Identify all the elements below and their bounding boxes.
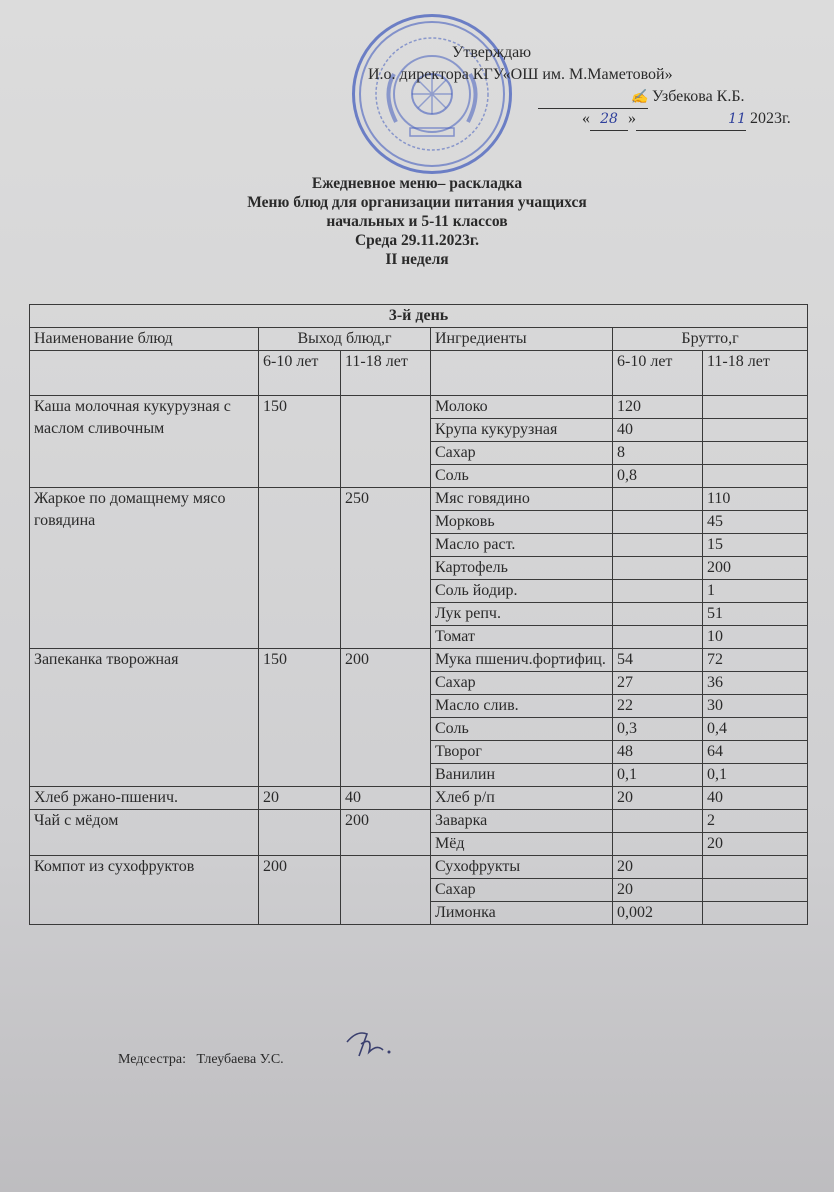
- day-label: 3-й день: [30, 305, 808, 328]
- ingredient-gross-small: 54: [613, 649, 703, 672]
- table-row: [30, 856, 808, 879]
- ingredient-name: Мяс говядино: [431, 488, 613, 511]
- ingredient-gross-small: 27: [613, 672, 703, 695]
- ingredient-name: Лук репч.: [431, 603, 613, 626]
- stamp-emblem-icon: [352, 14, 512, 174]
- ingredient-name: Лимонка: [431, 902, 613, 925]
- title-line-3: начальных и 5-11 классов: [326, 213, 508, 230]
- ingredient-gross-large: [703, 442, 808, 465]
- dish-yield-small: [259, 810, 341, 856]
- date-day: 28: [590, 108, 628, 131]
- ingredient-name: Хлеб р/п: [431, 787, 613, 810]
- table-row: [30, 649, 808, 672]
- ingredient-gross-small: 0,3: [613, 718, 703, 741]
- ingredient-gross-large: 51: [703, 603, 808, 626]
- footer-signature: [118, 1052, 284, 1068]
- header-gross: Брутто,г: [613, 328, 808, 351]
- ingredient-name: Соль: [431, 718, 613, 741]
- document-title: [0, 174, 834, 269]
- date-open-quote: «: [582, 110, 590, 127]
- ingredient-gross-small: 48: [613, 741, 703, 764]
- nurse-name: Тлеубаева У.С.: [196, 1052, 284, 1067]
- approver-name: Узбекова К.Б.: [652, 88, 745, 105]
- subheader-empty: [30, 351, 259, 396]
- dish-yield-large: 40: [341, 787, 431, 810]
- ingredient-name: Сахар: [431, 879, 613, 902]
- ingredient-name: Сухофрукты: [431, 856, 613, 879]
- nurse-label: Медсестра:: [118, 1052, 186, 1067]
- approve-label: Утверждаю: [452, 44, 532, 61]
- ingredient-name: Творог: [431, 741, 613, 764]
- table-row: [30, 488, 808, 511]
- table-row: [30, 396, 808, 419]
- ingredient-gross-small: [613, 488, 703, 511]
- ingredient-name: Сахар: [431, 672, 613, 695]
- ingredient-gross-large: 200: [703, 557, 808, 580]
- nurse-signature-icon: [343, 1024, 393, 1069]
- ingredient-name: Соль: [431, 465, 613, 488]
- ingredient-name: Заварка: [431, 810, 613, 833]
- ingredient-gross-large: 36: [703, 672, 808, 695]
- approver-position: И.о. директора КГУ«ОШ им. М.Маметовой»: [368, 66, 673, 83]
- ingredient-gross-large: 0,4: [703, 718, 808, 741]
- ingredient-gross-small: [613, 603, 703, 626]
- ingredient-name: Морковь: [431, 511, 613, 534]
- ingredient-gross-small: [613, 511, 703, 534]
- dish-name: Каша молочная кукурузная с маслом сливочным: [30, 396, 259, 488]
- ingredient-gross-large: [703, 419, 808, 442]
- ingredient-gross-large: 15: [703, 534, 808, 557]
- ingredient-name: Картофель: [431, 557, 613, 580]
- dish-name: Хлеб ржано-пшенич.: [30, 787, 259, 810]
- header-ingredients: Ингредиенты: [431, 328, 613, 351]
- dish-name: Запеканка творожная: [30, 649, 259, 787]
- ingredient-name: Масло слив.: [431, 695, 613, 718]
- approver-signature-line: [538, 86, 745, 109]
- header-yield: Выход блюд,г: [259, 328, 431, 351]
- ingredient-gross-large: 45: [703, 511, 808, 534]
- approval-date: [582, 108, 791, 131]
- ingredient-gross-large: 20: [703, 833, 808, 856]
- title-line-1: Ежедневное меню– раскладка: [311, 175, 523, 192]
- dish-yield-large: 250: [341, 488, 431, 649]
- ingredient-gross-small: 22: [613, 695, 703, 718]
- dish-yield-large: [341, 856, 431, 925]
- dish-yield-large: 200: [341, 810, 431, 856]
- ingredient-gross-small: 20: [613, 787, 703, 810]
- ingredient-name: Мука пшенич.фортифиц.: [431, 649, 613, 672]
- ingredient-name: Сахар: [431, 442, 613, 465]
- ingredient-name: Соль йодир.: [431, 580, 613, 603]
- ingredient-gross-large: 2: [703, 810, 808, 833]
- ingredient-gross-large: [703, 856, 808, 879]
- date-close-quote: »: [628, 110, 636, 127]
- dish-name: Чай с мёдом: [30, 810, 259, 856]
- table-row: [30, 810, 808, 833]
- ingredient-gross-small: [613, 833, 703, 856]
- dish-yield-small: 150: [259, 649, 341, 787]
- ingredient-gross-large: 110: [703, 488, 808, 511]
- title-line-5: II неделя: [385, 251, 449, 268]
- ingredient-gross-small: 20: [613, 879, 703, 902]
- subheader-row: [30, 351, 808, 396]
- dish-yield-large: 200: [341, 649, 431, 787]
- menu-table: [29, 304, 808, 925]
- ingredient-gross-large: [703, 465, 808, 488]
- ingredient-gross-large: 10: [703, 626, 808, 649]
- dish-name: Жаркое по домащнему мясо говядина: [30, 488, 259, 649]
- ingredient-gross-small: [613, 557, 703, 580]
- ingredient-gross-small: 0,002: [613, 902, 703, 925]
- date-year: 2023г.: [750, 110, 791, 127]
- title-line-2: Меню блюд для организации питания учащихся: [247, 194, 587, 211]
- ingredient-gross-small: 40: [613, 419, 703, 442]
- ingredient-name: Масло раст.: [431, 534, 613, 557]
- ingredient-gross-large: [703, 396, 808, 419]
- ingredient-gross-small: [613, 626, 703, 649]
- ingredient-name: Крупа кукурузная: [431, 419, 613, 442]
- official-stamp: [352, 14, 512, 174]
- ingredient-gross-large: 64: [703, 741, 808, 764]
- subheader-yield-large: 11-18 лет: [341, 351, 431, 396]
- handwritten-signature-icon: ✍: [630, 89, 648, 105]
- dish-name: Компот из сухофруктов: [30, 856, 259, 925]
- ingredient-gross-small: 0,8: [613, 465, 703, 488]
- ingredient-name: Мёд: [431, 833, 613, 856]
- ingredient-gross-small: 20: [613, 856, 703, 879]
- ingredient-gross-large: [703, 902, 808, 925]
- ingredient-gross-large: 72: [703, 649, 808, 672]
- ingredient-gross-small: 8: [613, 442, 703, 465]
- subheader-ingredients-empty: [431, 351, 613, 396]
- ingredient-gross-large: [703, 879, 808, 902]
- title-line-4: Среда 29.11.2023г.: [354, 232, 479, 249]
- ingredient-gross-small: 120: [613, 396, 703, 419]
- day-row: [30, 305, 808, 328]
- ingredient-name: Томат: [431, 626, 613, 649]
- header-dish: Наименование блюд: [30, 328, 259, 351]
- header-row: [30, 328, 808, 351]
- subheader-gross-large: 11-18 лет: [703, 351, 808, 396]
- ingredient-name: Молоко: [431, 396, 613, 419]
- table-row: [30, 787, 808, 810]
- ingredient-gross-small: 0,1: [613, 764, 703, 787]
- ingredient-gross-large: 40: [703, 787, 808, 810]
- ingredient-name: Ванилин: [431, 764, 613, 787]
- dish-yield-small: 20: [259, 787, 341, 810]
- subheader-yield-small: 6-10 лет: [259, 351, 341, 396]
- dish-yield-small: [259, 488, 341, 649]
- dish-yield-large: [341, 396, 431, 488]
- dish-yield-small: 150: [259, 396, 341, 488]
- signature-blank: [538, 86, 648, 109]
- date-month: 11: [636, 108, 746, 131]
- dish-yield-small: 200: [259, 856, 341, 925]
- subheader-gross-small: 6-10 лет: [613, 351, 703, 396]
- ingredient-gross-small: [613, 580, 703, 603]
- ingredient-gross-large: 1: [703, 580, 808, 603]
- ingredient-gross-small: [613, 810, 703, 833]
- ingredient-gross-large: 0,1: [703, 764, 808, 787]
- ingredient-gross-large: 30: [703, 695, 808, 718]
- ingredient-gross-small: [613, 534, 703, 557]
